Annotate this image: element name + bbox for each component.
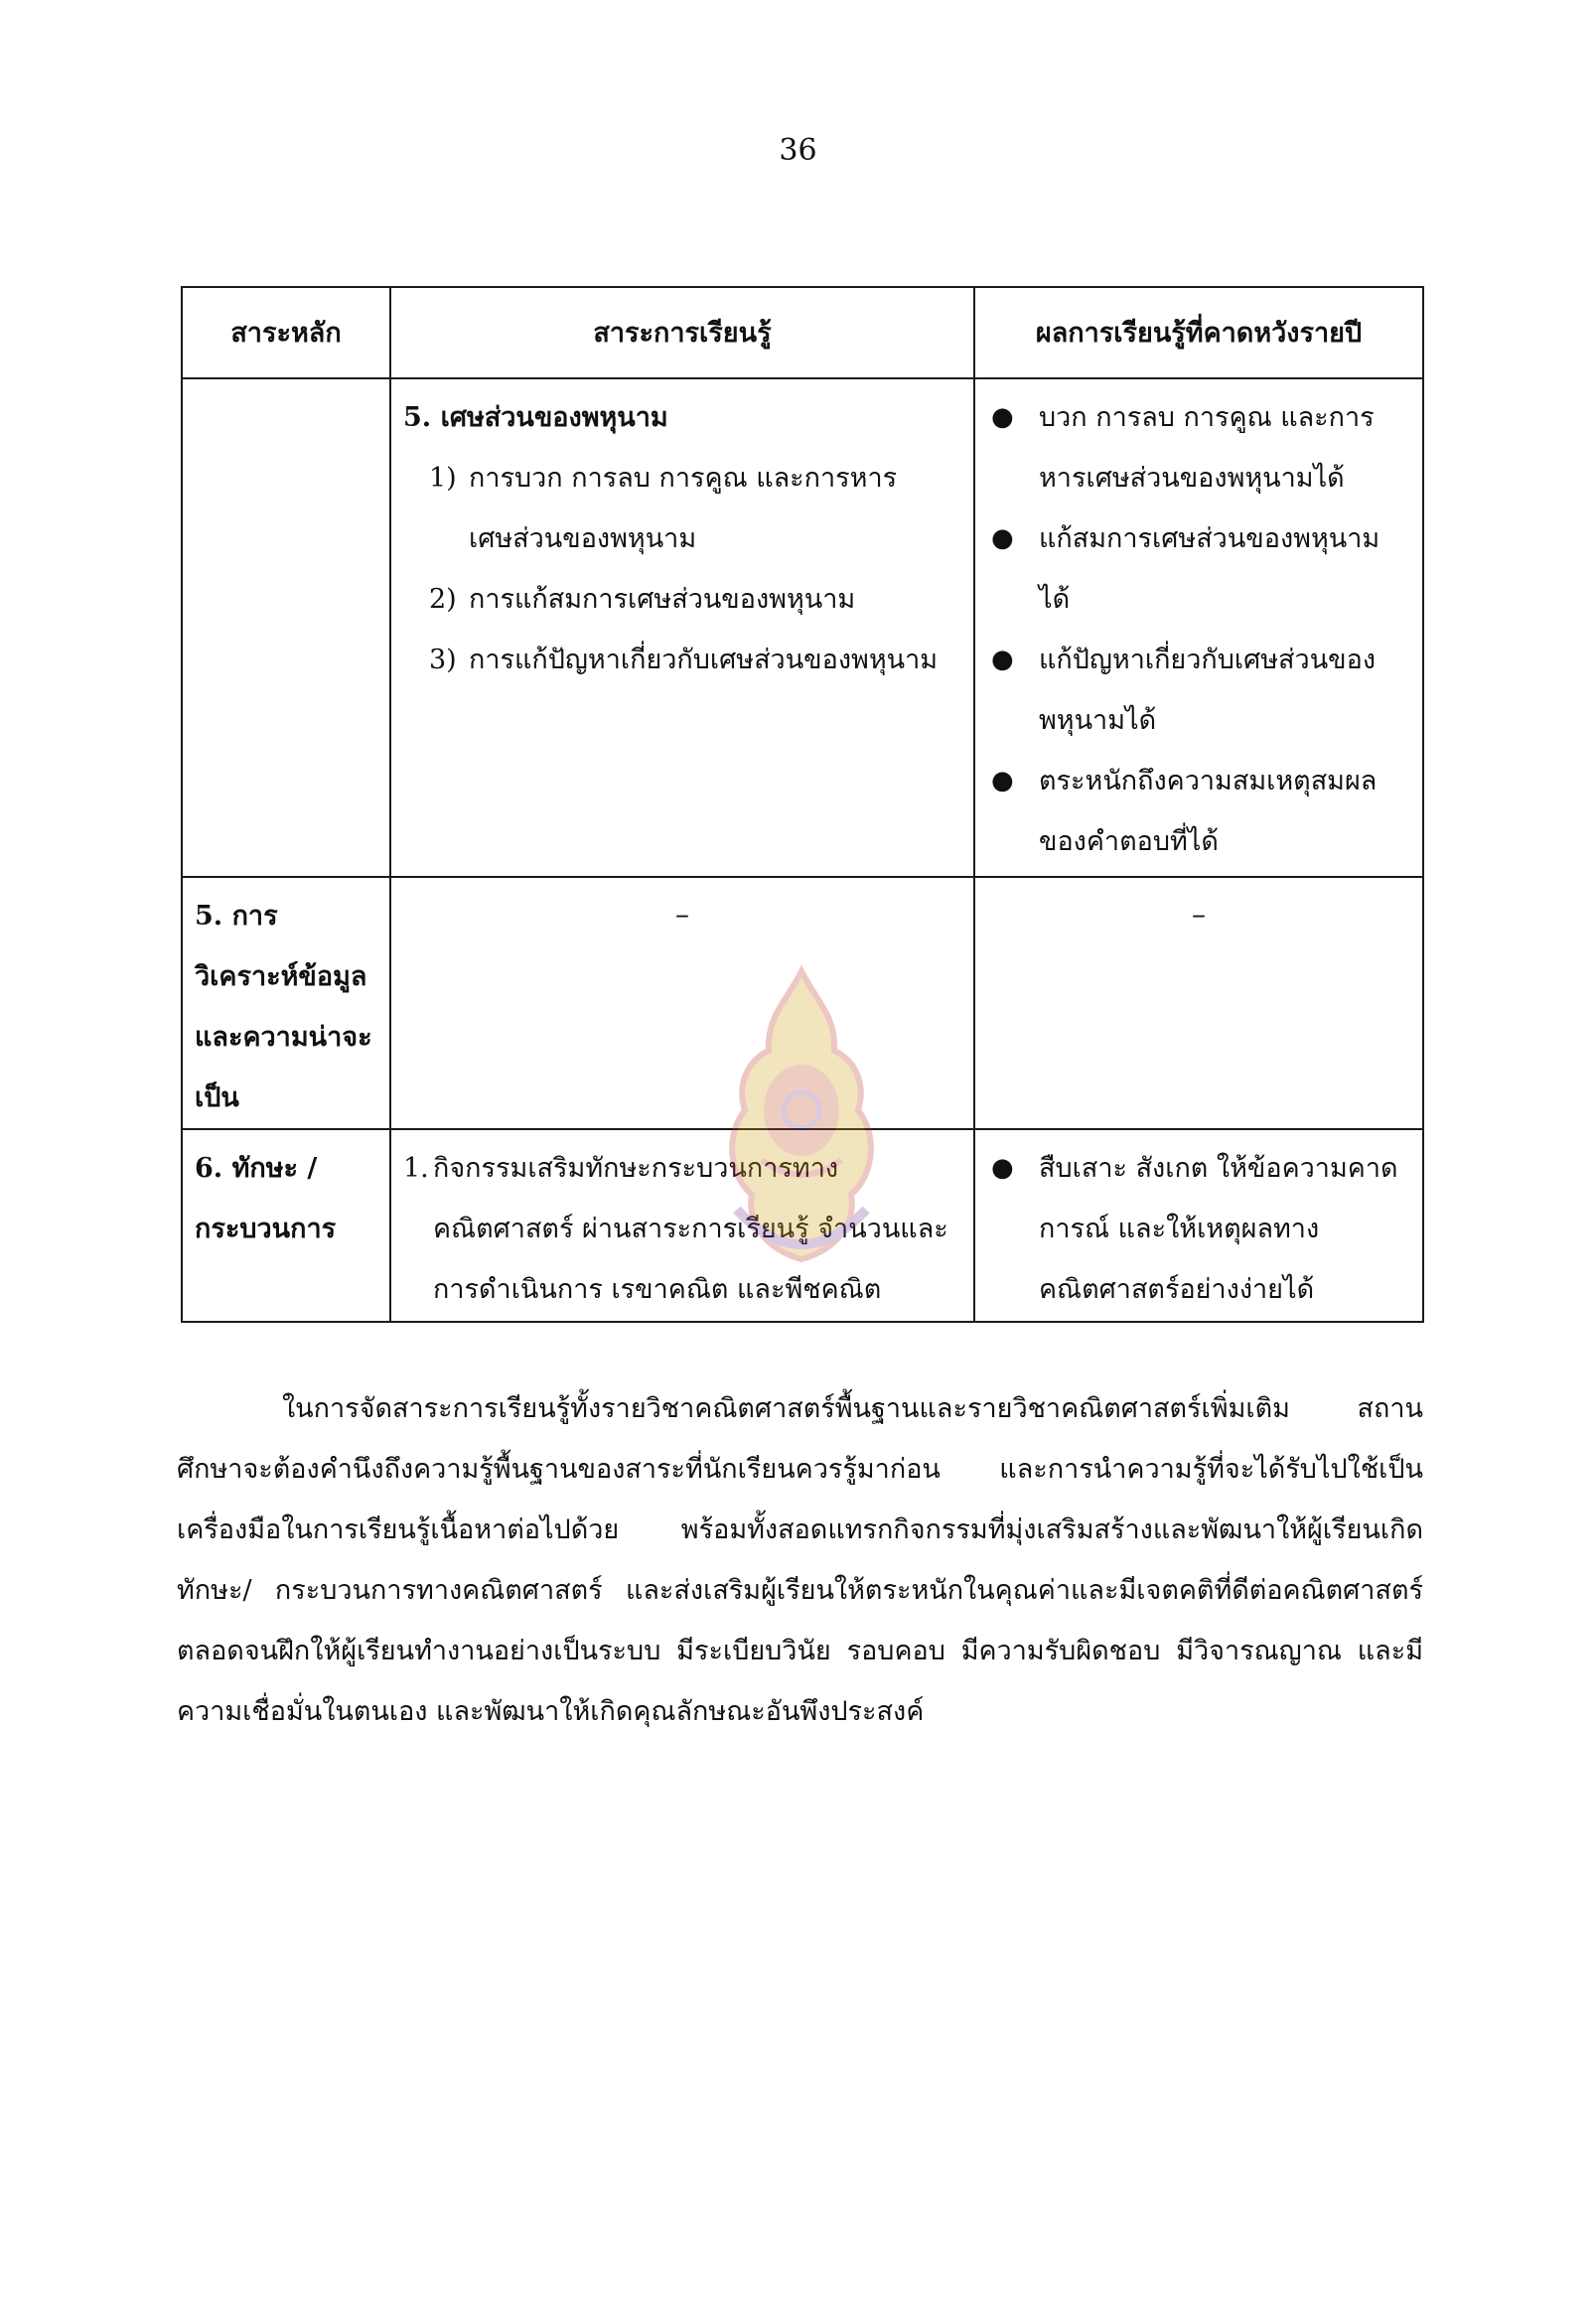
strand-label: 6. ทักษะ / กระบวนการ [195, 1153, 337, 1244]
outcome-item [987, 387, 1410, 508]
skills-content-item [403, 1130, 961, 1320]
outcomes-cell [974, 877, 1423, 1129]
table-row [182, 378, 1423, 877]
outcome-item [987, 1138, 1410, 1320]
outcome-item [987, 508, 1410, 630]
outcome-text: แก้สมการเศษส่วนของพหุนามได้ [1039, 523, 1380, 615]
bullet-icon: ● [991, 523, 1014, 553]
table-header-row [182, 287, 1423, 378]
content-item-text: กิจกรรมเสริมทักษะกระบวนการทางคณิตศาสตร์ ผ่านสาระการเรียนรู้ จำนวนและการดำเนินการ เรขาคณิต และพีชคณิต [433, 1153, 948, 1305]
bullet-icon: ● [991, 766, 1014, 795]
strand-label: 5. การวิเคราะห์ข้อมูลและความน่าจะเป็น [195, 901, 372, 1113]
content-item [429, 630, 961, 690]
outcome-item [987, 751, 1410, 872]
outcome-text: บวก การลบ การคูณ และการหารเศษส่วนของพหุนามได้ [1039, 402, 1375, 494]
outcome-list [987, 1138, 1410, 1320]
table-row [182, 1129, 1423, 1322]
content-item-number: 3) [429, 645, 457, 675]
content-dash: – [675, 898, 689, 931]
header-strand: สาระหลัก [182, 287, 390, 378]
outcome-dash: – [1192, 898, 1206, 931]
content-item-number: 1. [403, 1153, 429, 1184]
strand-cell-empty [182, 378, 390, 877]
bullet-icon: ● [991, 402, 1014, 432]
strand-cell [182, 1129, 390, 1322]
outcome-list [987, 387, 1410, 872]
header-content: สาระการเรียนรู้ [390, 287, 974, 378]
content-item-number: 1) [429, 463, 457, 494]
content-item [429, 448, 961, 569]
curriculum-table-container [181, 286, 1422, 1311]
content-topic-title: 5. เศษส่วนของพหุนาม [403, 402, 668, 433]
content-item-text: การบวก การลบ การคูณ และการหารเศษส่วนของพหุนาม [469, 463, 898, 554]
bullet-icon: ● [991, 645, 1014, 674]
content-cell [390, 877, 974, 1129]
header-outcomes: ผลการเรียนรู้ที่คาดหวังรายปี [974, 287, 1423, 378]
outcome-item [987, 630, 1410, 751]
page-number: 36 [779, 133, 817, 168]
curriculum-table [181, 286, 1424, 1323]
outcome-text: สืบเสาะ สังเกต ให้ข้อความคาดการณ์ และให้เหตุผลทางคณิตศาสตร์อย่างง่ายได้ [1039, 1153, 1398, 1305]
table-row [182, 877, 1423, 1129]
content-item-text: การแก้สมการเศษส่วนของพหุนาม [469, 584, 856, 615]
content-item-list [403, 448, 961, 690]
bullet-icon: ● [991, 1153, 1014, 1183]
content-cell [390, 378, 974, 877]
content-item-text: การแก้ปัญหาเกี่ยวกับเศษส่วนของพหุนาม [469, 645, 939, 675]
content-cell [390, 1129, 974, 1322]
content-item-number: 2) [429, 584, 457, 615]
strand-cell [182, 877, 390, 1129]
outcome-text: แก้ปัญหาเกี่ยวกับเศษส่วนของพหุนามได้ [1039, 645, 1377, 736]
outcomes-cell [974, 1129, 1423, 1322]
body-paragraph: ในการจัดสาระการเรียนรู้ทั้งรายวิชาคณิตศาสตร์พื้นฐานและรายวิชาคณิตศาสตร์เพิ่มเติม สถานศึกษาจะต้องคำนึงถึงความรู้พื้นฐานของสาระที่นักเรียนควรรู้มาก่อน และการนำความรู้ที่จะได้รับไปใช้เป็นเครื่องมือในการเรียนรู้เนื้อหาต่อไปด้วย พร้อมทั้งสอดแทรกกิจกรรมที่มุ่งเสริมสร้างและพัฒนาให้ผู้เรียนเกิดทักษะ/ กระบวนการทางคณิตศาสตร์ และส่งเสริมผู้เรียนให้ตระหนักในคุณค่าและมีเจตคติที่ดีต่อคณิตศาสตร์ ตลอดจนฝึกให้ผู้เรียนทำงานอย่างเป็นระบบ มีระเบียบวินัย รอบคอบ มีความรับผิดชอบ มีวิจารณญาณ และมีความเชื่อมั่นในตนเอง และพัฒนาให้เกิดคุณลักษณะอันพึงประสงค์ [177, 1393, 1423, 1727]
content-item [429, 569, 961, 630]
outcomes-cell [974, 378, 1423, 877]
outcome-text: ตระหนักถึงความสมเหตุสมผลของคำตอบที่ได้ [1039, 766, 1378, 857]
